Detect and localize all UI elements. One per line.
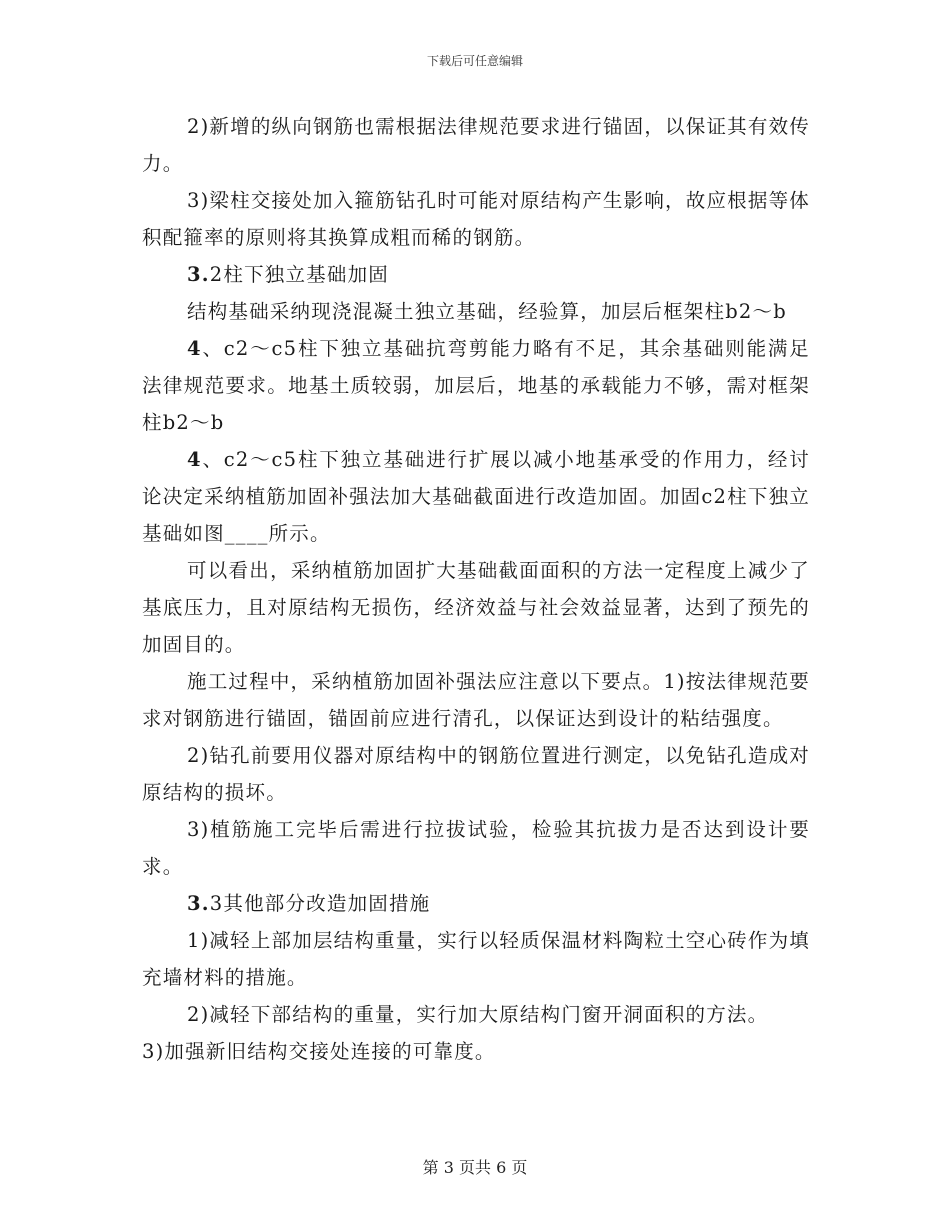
bold-prefix: 3.: [187, 892, 210, 915]
paragraph: [142, 552, 810, 663]
paragraph: [142, 996, 810, 1033]
paragraph-text: 施工过程中，采纳植筋加固补强法应注意以下要点。1)按法律规范要求对钢筋进行锚固，锚固前应进行清孔，以保证达到设计的粘结强度。: [142, 670, 810, 730]
paragraph: [142, 441, 810, 552]
heading-text: 2柱下独立基础加固: [209, 263, 389, 286]
paragraph-text: 可以看出，采纳植筋加固扩大基础截面面积的方法一定程度上减少了基底压力，且对原结构无损伤，经济效益与社会效益显著，达到了预先的加固目的。: [142, 559, 810, 656]
paragraph-text: 2)减轻下部结构的重量，实行加大原结构门窗开洞面积的方法。: [187, 1003, 769, 1026]
bold-prefix: 3.: [187, 263, 210, 286]
document-body: [142, 108, 810, 1070]
paragraph-text: 、c2～c5柱下独立基础进行扩展以减小地基承受的作用力，经讨论决定采纳植筋加固补强法加大基础截面进行改造加固。加固c2柱下独立基础如图____所示。: [142, 448, 810, 545]
heading-text: 3其他部分改造加固措施: [209, 892, 431, 915]
paragraph-text: 2)新增的纵向钢筋也需根据法律规范要求进行锚固，以保证其有效传力。: [142, 115, 810, 175]
page-header: 下载后可任意编辑: [426, 54, 523, 68]
paragraph-text: 、c2～c5柱下独立基础抗弯剪能力略有不足，其余基础则能满足法律规范要求。地基土质较弱，加层后，地基的承载能力不够，需对框架柱b2～b: [142, 337, 810, 434]
paragraph: [142, 182, 810, 256]
section-heading: [142, 885, 810, 922]
paragraph-text: 3)植筋施工完毕后需进行拉拔试验，检验其抗拔力是否达到设计要求。: [142, 818, 810, 878]
paragraph: [142, 811, 810, 885]
paragraph-text: 1)减轻上部加层结构重量，实行以轻质保温材料陶粒土空心砖作为填充墙材料的措施。: [142, 929, 810, 989]
section-heading: [142, 256, 810, 293]
paragraph-text: 3)梁柱交接处加入箍筋钻孔时可能对原结构产生影响，故应根据等体积配箍率的原则将其换算成粗而稀的钢筋。: [142, 189, 810, 249]
paragraph: [142, 737, 810, 811]
bold-prefix: 4: [187, 448, 202, 471]
paragraph: [142, 108, 810, 182]
page-footer: 第 3 页共 6 页: [422, 1158, 528, 1177]
paragraph: [142, 663, 810, 737]
paragraph-text: 2)钻孔前要用仪器对原结构中的钢筋位置进行测定，以免钻孔造成对原结构的损坏。: [142, 744, 810, 804]
paragraph: [142, 1033, 810, 1070]
bold-prefix: 4: [187, 337, 202, 360]
paragraph: [142, 330, 810, 441]
paragraph-text: 3)加强新旧结构交接处连接的可靠度。: [142, 1040, 496, 1063]
paragraph-text: 结构基础采纳现浇混凝土独立基础，经验算，加层后框架柱b2～b: [187, 300, 787, 323]
paragraph: [142, 293, 810, 330]
paragraph: [142, 922, 810, 996]
